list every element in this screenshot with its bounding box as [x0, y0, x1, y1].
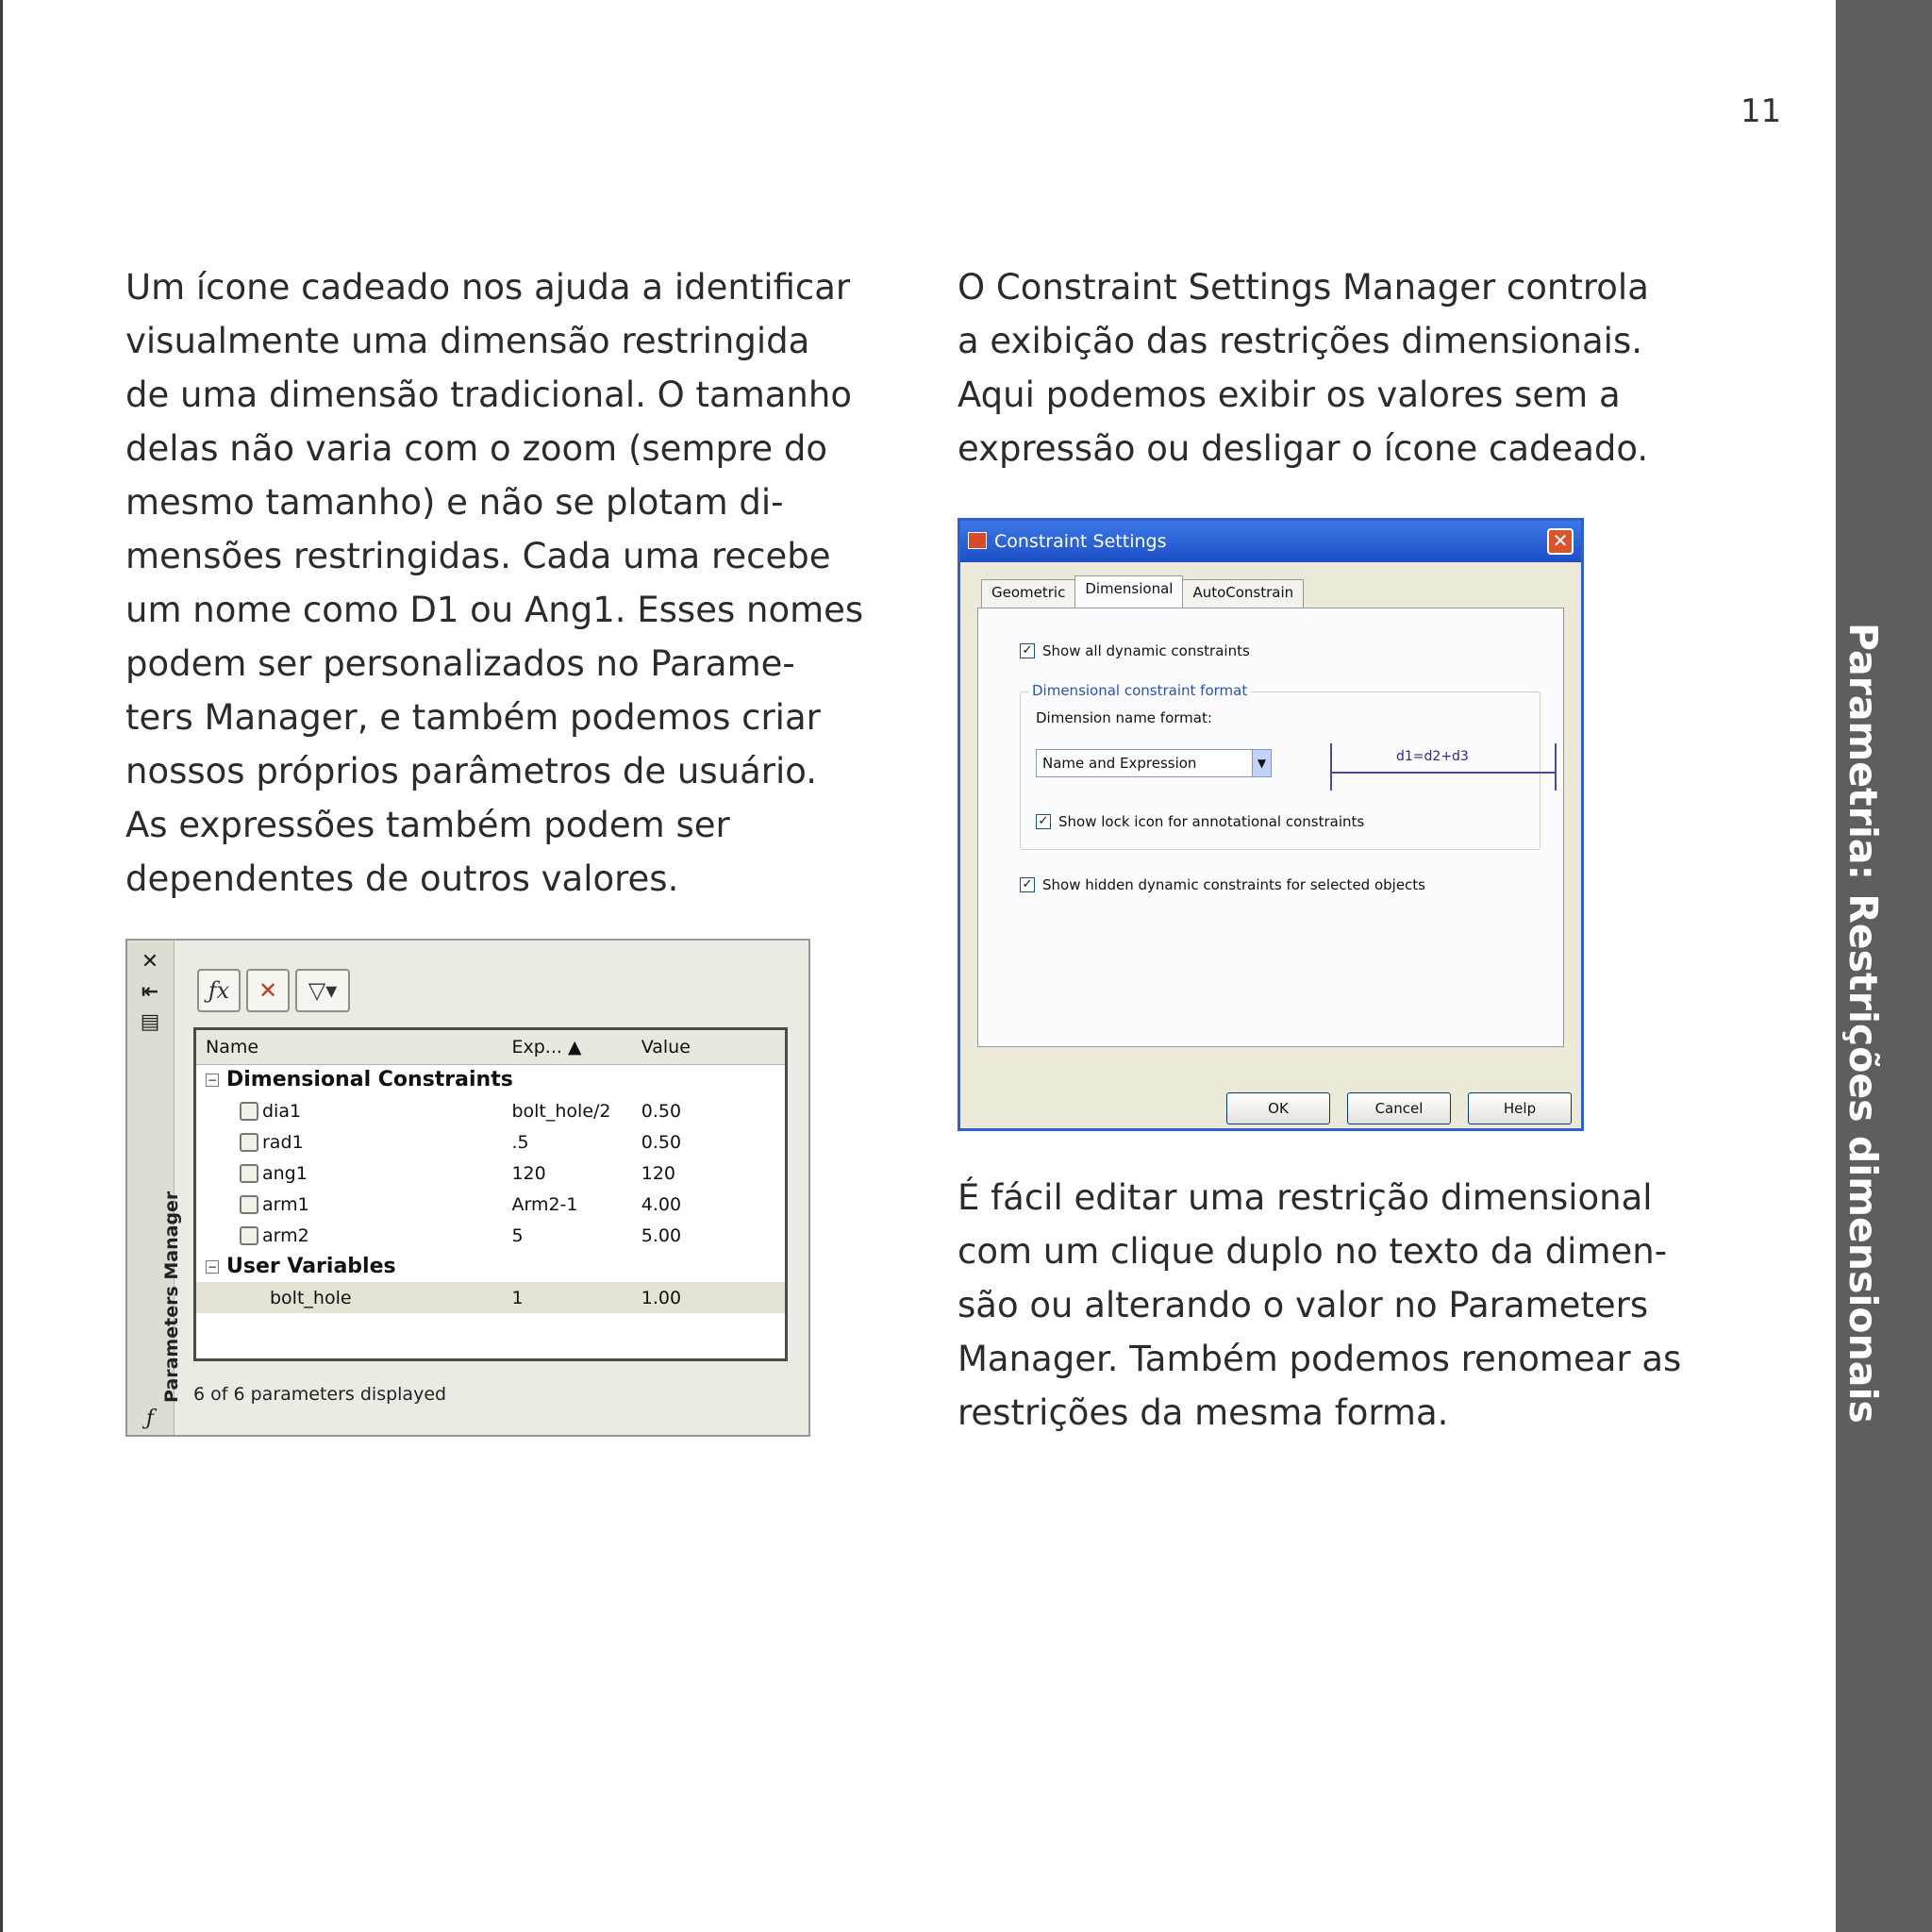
column-header-expression[interactable]: Exp... ▲	[502, 1030, 631, 1064]
text-line: Manager. Também podemos renomear as	[958, 1339, 1682, 1379]
param-expression[interactable]: 120	[511, 1162, 546, 1184]
lock-icon	[240, 1164, 258, 1183]
status-text: 6 of 6 parameters displayed	[193, 1384, 447, 1405]
lock-icon	[240, 1226, 258, 1245]
tab-panel	[977, 608, 1564, 1047]
param-value: 1.00	[632, 1282, 785, 1313]
parameters-manager-screenshot	[125, 939, 810, 1437]
lock-icon	[240, 1102, 258, 1121]
extension-line	[1330, 743, 1332, 791]
text-line: dependentes de outros valores.	[125, 858, 679, 899]
param-expression[interactable]: Arm2-1	[511, 1193, 578, 1215]
constraint-settings-dialog	[958, 518, 1584, 1131]
table-row[interactable]	[196, 1189, 785, 1220]
text-line: ters Manager, e também podemos criar	[125, 697, 821, 738]
chevron-down-icon[interactable]: ▼	[1252, 750, 1271, 776]
left-page-rule	[0, 0, 3, 1932]
collapse-icon[interactable]: −	[207, 1074, 218, 1088]
checkbox-box[interactable]: ✓	[1020, 877, 1035, 892]
format-group	[1020, 682, 1541, 850]
param-value: 4.00	[641, 1193, 682, 1215]
group-label: User Variables	[226, 1255, 396, 1278]
properties-icon[interactable]: ▤	[140, 1010, 160, 1034]
column-header-value[interactable]: Value	[632, 1030, 785, 1064]
group-row[interactable]	[196, 1251, 785, 1282]
dimension-preview	[1330, 743, 1558, 800]
param-name: arm1	[262, 1193, 309, 1215]
dimension-line	[1332, 772, 1555, 774]
delete-x-icon: ✕	[258, 977, 278, 1004]
param-name: dia1	[262, 1100, 302, 1122]
body-text-left	[125, 260, 863, 906]
new-user-parameter-button[interactable]	[197, 969, 241, 1012]
param-name: ang1	[262, 1162, 308, 1184]
name-format-select[interactable]	[1036, 749, 1272, 777]
text-line: são ou alterando o valor no Parameters	[958, 1285, 1649, 1325]
autohide-icon[interactable]: ⇤	[141, 980, 159, 1004]
tab-dimensional[interactable]: Dimensional	[1074, 575, 1183, 608]
text-line: podem ser personalizados no Parame-	[125, 643, 795, 684]
text-line: expressão ou desligar o ícone cadeado.	[958, 428, 1649, 469]
chapter-side-tab	[1836, 0, 1932, 1932]
group-label: Dimensional Constraints	[226, 1068, 513, 1092]
checkbox-box[interactable]: ✓	[1036, 814, 1051, 829]
text-line: nossos próprios parâmetros de usuário.	[125, 751, 818, 791]
text-line: mesmo tamanho) e não se plotam di-	[125, 482, 784, 523]
table-row[interactable]	[196, 1158, 785, 1189]
table-row[interactable]	[196, 1095, 785, 1126]
param-name: arm2	[262, 1224, 309, 1246]
tab-autoconstrain[interactable]: AutoConstrain	[1182, 579, 1304, 608]
tab-geometric[interactable]: Geometric	[981, 579, 1075, 608]
param-value: 0.50	[641, 1131, 682, 1153]
text-line: a exibição das restrições dimensionais.	[958, 321, 1642, 361]
show-hidden-checkbox[interactable]	[1020, 876, 1425, 893]
preview-text: d1=d2+d3	[1396, 749, 1469, 764]
checkbox-label: Show lock icon for annotational constraints	[1058, 813, 1365, 830]
chapter-title: Parametria: Restrições dimensionais	[1840, 623, 1886, 1424]
param-name: rad1	[262, 1131, 304, 1153]
checkbox-label: Show all dynamic constraints	[1042, 642, 1250, 659]
parameters-grid	[193, 1027, 788, 1361]
param-value: 0.50	[641, 1100, 682, 1122]
table-row[interactable]	[196, 1220, 785, 1251]
palette-rail	[127, 941, 182, 1435]
show-all-checkbox[interactable]	[1020, 642, 1250, 659]
text-line: visualmente uma dimensão restringida	[125, 321, 810, 361]
param-expression[interactable]: bolt_hole/2	[511, 1100, 611, 1122]
lock-icon	[240, 1133, 258, 1152]
select-value: Name and Expression	[1042, 755, 1197, 772]
param-expression[interactable]: 1	[502, 1282, 631, 1313]
text-line: É fácil editar uma restrição dimensional	[958, 1177, 1653, 1218]
text-line: Aqui podemos exibir os valores sem a	[958, 375, 1621, 415]
text-line: um nome como D1 ou Ang1. Esses nomes	[125, 590, 864, 630]
pm-toolbar	[197, 969, 350, 1012]
dialog-title: Constraint Settings	[994, 531, 1167, 552]
text-line: mensões restringidas. Cada uma recebe	[125, 536, 831, 576]
filter-icon: ▽▾	[308, 977, 338, 1004]
param-expression[interactable]: .5	[511, 1131, 529, 1153]
text-line: delas não varia com o zoom (sempre do	[125, 428, 827, 469]
param-expression[interactable]: 5	[511, 1224, 524, 1246]
text-line: Um ícone cadeado nos ajuda a identificar	[125, 267, 851, 308]
table-row[interactable]	[196, 1282, 785, 1313]
text-line: O Constraint Settings Manager controla	[958, 267, 1649, 308]
extension-line	[1555, 743, 1557, 791]
delete-parameter-button[interactable]	[246, 969, 290, 1012]
body-text-right-bottom	[958, 1171, 1681, 1440]
ok-button[interactable]: OK	[1226, 1092, 1330, 1124]
lock-icon	[240, 1195, 258, 1214]
text-line: restrições da mesma forma.	[958, 1392, 1449, 1433]
collapse-icon[interactable]: −	[207, 1260, 218, 1274]
param-value: 5.00	[641, 1224, 682, 1246]
close-icon[interactable]: ✕	[141, 950, 159, 974]
text-line: As expressões também podem ser	[125, 805, 730, 845]
palette-title: Parameters Manager	[161, 1191, 182, 1403]
text-line: de uma dimensão tradicional. O tamanho	[125, 375, 852, 415]
show-lock-checkbox[interactable]	[1036, 813, 1364, 830]
name-format-label: Dimension name format:	[1036, 709, 1212, 726]
group-row[interactable]	[196, 1064, 785, 1095]
filter-button[interactable]	[295, 969, 350, 1012]
fx-icon: ƒx	[208, 977, 230, 1004]
checkbox-label: Show hidden dynamic constraints for selected objects	[1042, 876, 1425, 893]
param-value: 120	[641, 1162, 675, 1184]
text-line: com um clique duplo no texto da dimen-	[958, 1231, 1668, 1272]
app-icon	[968, 532, 987, 549]
body-text-right-top	[958, 260, 1649, 475]
cancel-button[interactable]: Cancel	[1347, 1092, 1451, 1124]
help-button[interactable]: Help	[1468, 1092, 1572, 1124]
fx-icon: ƒ	[145, 1407, 155, 1430]
page-number: 11	[1740, 92, 1782, 130]
column-header-name[interactable]: Name	[196, 1030, 502, 1064]
checkbox-box[interactable]: ✓	[1020, 643, 1035, 658]
param-name: bolt_hole	[196, 1282, 502, 1313]
dialog-titlebar	[960, 521, 1581, 562]
group-legend: Dimensional constraint format	[1028, 682, 1251, 699]
dialog-tabs	[981, 579, 1303, 608]
close-button[interactable]: ✕	[1547, 528, 1574, 555]
table-row[interactable]	[196, 1126, 785, 1158]
